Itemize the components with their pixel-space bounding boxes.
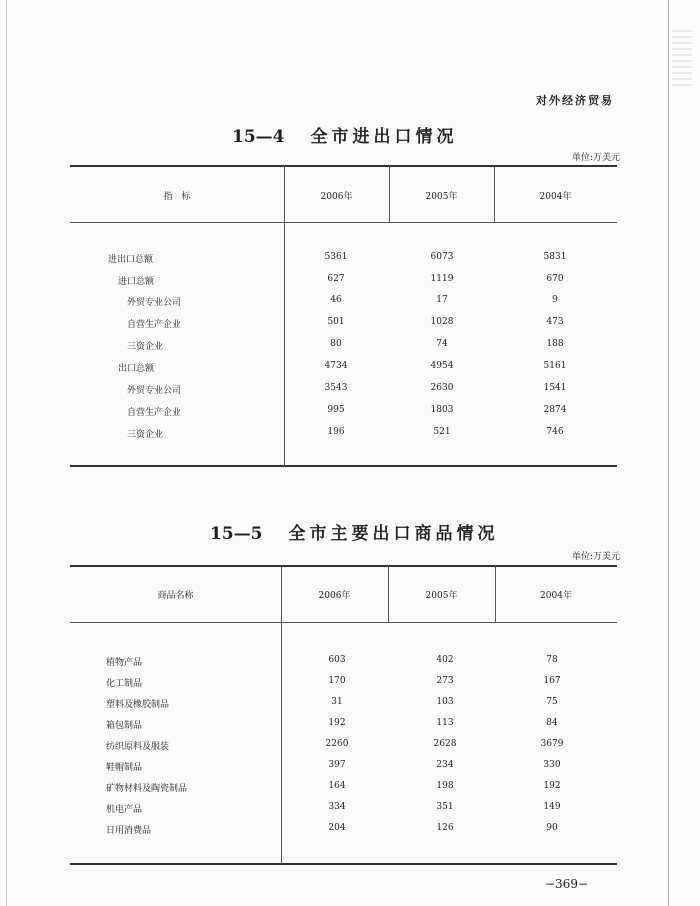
- table1-row-label: 外贸专业公司: [127, 298, 182, 308]
- table2-title-text: 全市主要出口商品情况: [288, 524, 499, 544]
- table2-cell: 351: [436, 802, 454, 812]
- table2-cell: 170: [328, 676, 346, 686]
- table1-cell: 17: [436, 295, 448, 305]
- table2-bottom-rule: [70, 863, 617, 865]
- table2-cell: 3679: [540, 739, 564, 749]
- table2-cell: 273: [436, 676, 454, 686]
- table2-col-divider-1: [281, 566, 282, 864]
- table1-header-2004: 2004年: [539, 192, 572, 202]
- table1-cell: 1119: [430, 274, 454, 284]
- table1-cell: 74: [436, 339, 448, 349]
- table1-unit: 单位:万美元: [571, 153, 620, 163]
- table1-cell: 1803: [430, 405, 454, 415]
- table1-row-label: 进出口总额: [108, 255, 154, 265]
- table2-cell: 103: [436, 697, 454, 707]
- table1-cell: 6073: [430, 252, 454, 262]
- table2-cell: 397: [328, 760, 346, 770]
- table1-cell: 5361: [324, 252, 348, 262]
- table1-title: [232, 122, 458, 147]
- table1-cell: 501: [327, 317, 345, 327]
- table1-cell: 1541: [543, 383, 567, 393]
- table2-row-label: 箱包制品: [106, 721, 143, 731]
- table2-row-label: 化工制品: [106, 679, 143, 689]
- table2-row-label: 机电产品: [106, 805, 143, 815]
- table2-cell: 84: [546, 718, 558, 728]
- table2-cell: 90: [546, 823, 558, 833]
- table2-row-label: 塑料及橡胶制品: [106, 700, 170, 710]
- table2-cell: 330: [543, 760, 561, 770]
- table2-row-label: 纺织原料及服装: [106, 742, 170, 752]
- table1-cell: 188: [546, 339, 564, 349]
- page-edge-left: [6, 0, 7, 906]
- table1-cell: 521: [433, 427, 451, 437]
- table1-cell: 746: [546, 427, 564, 437]
- table2-row-label: 矿物材料及陶瓷制品: [106, 784, 188, 794]
- table1-cell: 3543: [324, 383, 348, 393]
- table2-cell: 31: [331, 697, 343, 707]
- table1-cell: 196: [327, 427, 345, 437]
- table1-col-divider-1: [284, 166, 285, 466]
- table1-title-text: 全市进出口情况: [310, 127, 458, 147]
- table1-number: 15—4: [232, 127, 285, 147]
- table1-cell: 627: [327, 274, 345, 284]
- table1-cell: 2874: [543, 405, 567, 415]
- page-number: −369−: [545, 877, 589, 891]
- binding-marks: [672, 30, 692, 90]
- table1-cell: 4954: [430, 361, 454, 371]
- table2-cell: 2260: [325, 739, 349, 749]
- table1-header-indicator: 指 标: [163, 192, 191, 202]
- table2-cell: 234: [436, 760, 454, 770]
- table2-cell: 402: [436, 655, 454, 665]
- table2-cell: 164: [328, 781, 346, 791]
- table2-row-label: 植物产品: [106, 658, 143, 668]
- table2-cell: 75: [546, 697, 558, 707]
- table1-header-2005: 2005年: [425, 192, 458, 202]
- table2-row-label: 日用消费品: [106, 826, 152, 836]
- table1-row-label: 外贸专业公司: [127, 386, 182, 396]
- table1-cell: 80: [330, 339, 342, 349]
- table2-row-label: 鞋帽制品: [106, 763, 143, 773]
- table1-row-label: 三资企业: [127, 430, 164, 440]
- table2-header-2006: 2006年: [318, 591, 351, 601]
- table1-cell: 5831: [543, 252, 567, 262]
- table2-cell: 603: [328, 655, 346, 665]
- table1-cell: 1028: [430, 317, 454, 327]
- table2-header-2005: 2005年: [425, 591, 458, 601]
- table1-row-label: 出口总额: [118, 364, 155, 374]
- table1-row-label: 自营生产企业: [127, 408, 182, 418]
- table2-header-rule: [70, 622, 617, 623]
- table2-top-rule: [70, 565, 617, 567]
- table2-cell: 167: [543, 676, 561, 686]
- section-header: 对外经济贸易: [536, 94, 614, 107]
- table2-title: [210, 519, 499, 544]
- table2-cell: 126: [436, 823, 454, 833]
- table2-header-name: 商品名称: [157, 591, 194, 601]
- table1-row-label: 进口总额: [118, 277, 155, 287]
- table2-cell: 204: [328, 823, 346, 833]
- table1-cell: 995: [327, 405, 345, 415]
- table1-header-rule: [70, 222, 617, 223]
- table2-header-2004: 2004年: [540, 591, 572, 601]
- table1-cell: 5161: [543, 361, 567, 371]
- table1-cell: 473: [546, 317, 564, 327]
- table2-cell: 78: [546, 655, 558, 665]
- table1-row-label: 三资企业: [127, 342, 164, 352]
- table1-cell: 4734: [324, 361, 348, 371]
- page-edge-right: [668, 0, 669, 906]
- table1-top-rule: [70, 165, 617, 167]
- table2-cell: 2628: [433, 739, 457, 749]
- table1-bottom-rule: [70, 465, 617, 467]
- table1-cell: 670: [546, 274, 564, 284]
- table2-cell: 149: [543, 802, 561, 812]
- table2-unit: 单位:万美元: [571, 552, 620, 562]
- table2-cell: 192: [543, 781, 561, 791]
- table1-cell: 46: [330, 295, 342, 305]
- table1-cell: 2630: [430, 383, 454, 393]
- table2-cell: 113: [436, 718, 454, 728]
- table1-header-2006: 2006年: [320, 192, 353, 202]
- table2-cell: 192: [328, 718, 346, 728]
- table1-cell: 9: [552, 295, 558, 305]
- table2-cell: 198: [436, 781, 454, 791]
- table2-number: 15—5: [210, 524, 263, 544]
- table1-row-label: 自营生产企业: [127, 320, 182, 330]
- table2-cell: 334: [328, 802, 346, 812]
